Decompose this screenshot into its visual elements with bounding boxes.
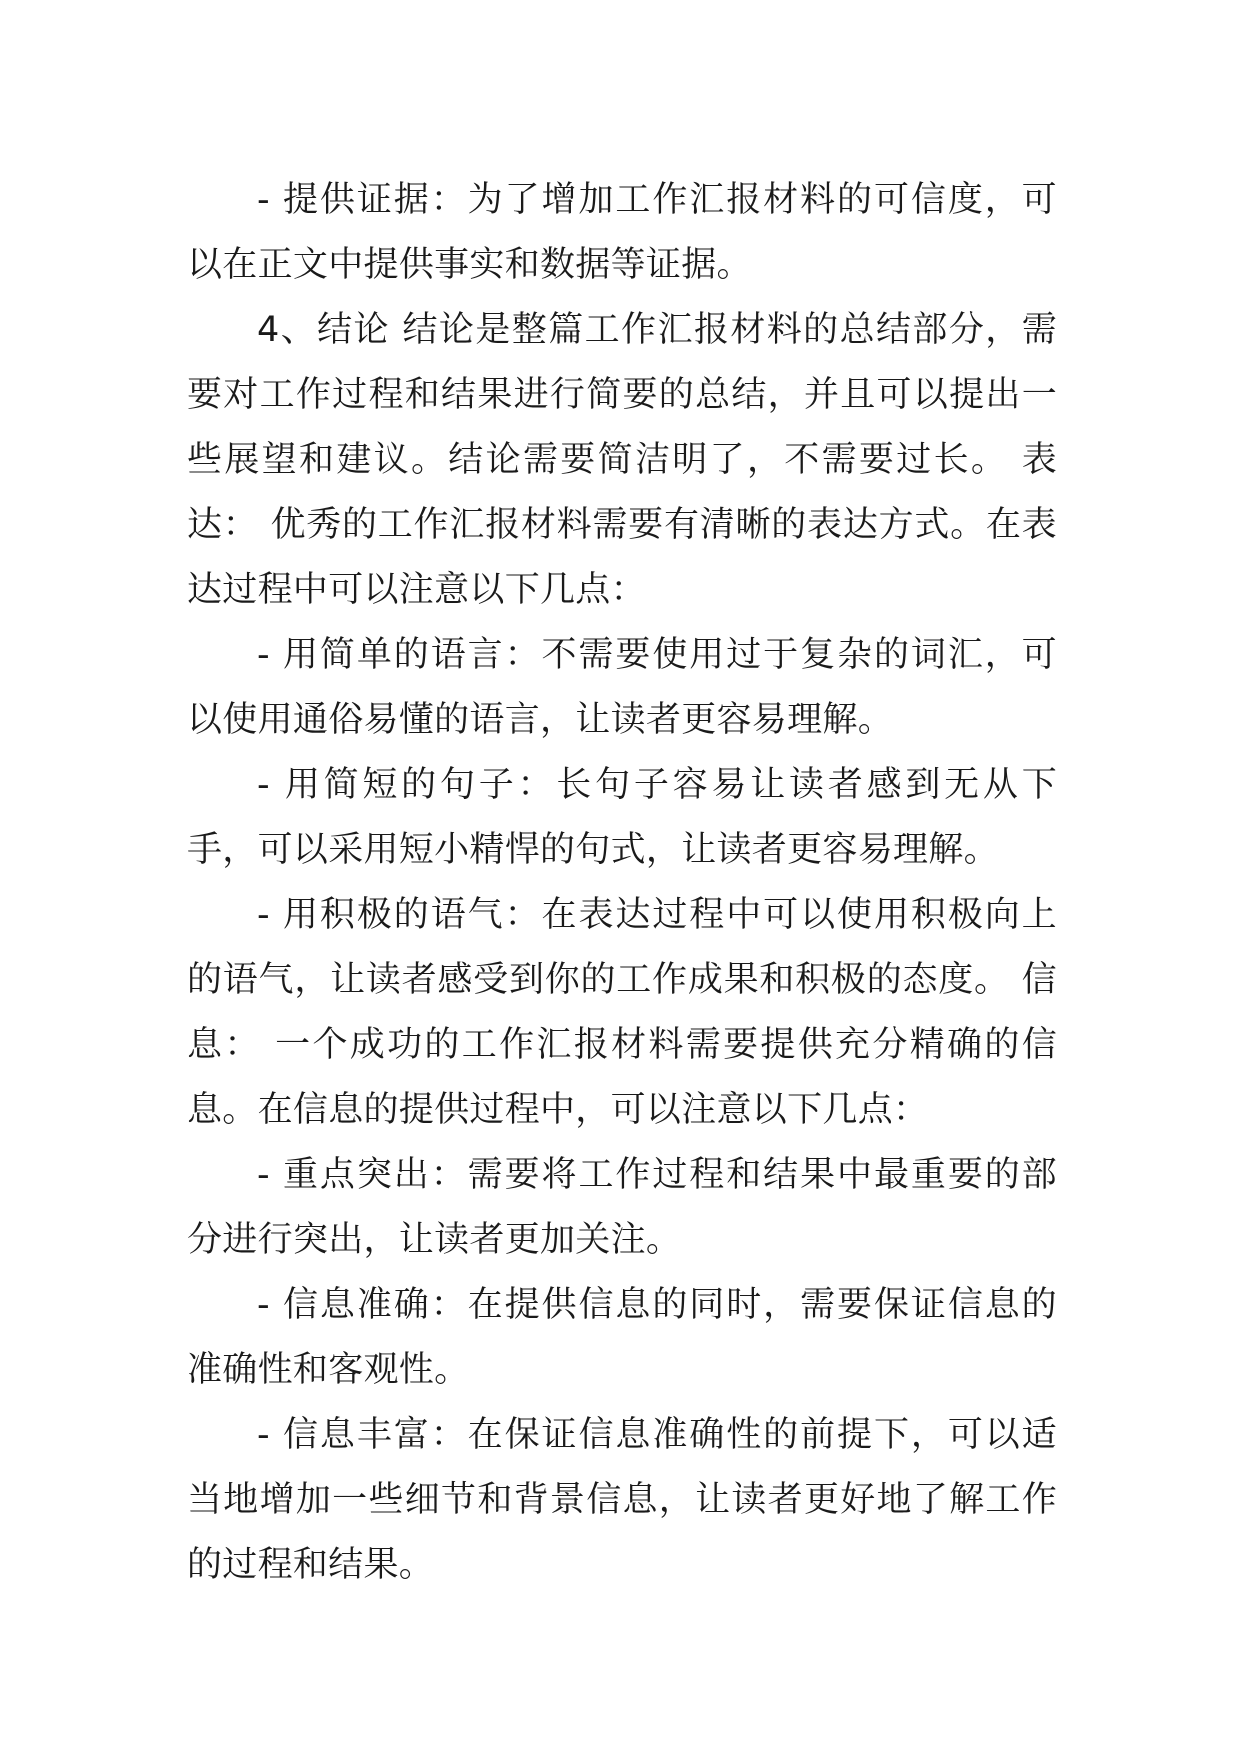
paragraph-positive-tone: - 用积极的语气：在表达过程中可以使用积极向上的语气，让读者感受到你的工作成果和积极的态度。 信息： 一个成功的工作汇报材料需要提供充分精确的信息。在信息的提供过程中，可以注意以下几点： — [187, 895, 1057, 1130]
paragraph-conclusion: 4、结论 结论是整篇工作汇报材料的总结部分，需要对工作过程和结果进行简要的总结，并且可以提出一些展望和建议。结论需要简洁明了，不需要过长。 表达： 优秀的工作汇报材料需要有清晰的表达方式。在表达过程中可以注意以下几点： — [187, 310, 1057, 610]
paragraph-provide-evidence: - 提供证据：为了增加工作汇报材料的可信度，可以在正文中提供事实和数据等证据。 — [187, 180, 1057, 285]
paragraph-short-sentences: - 用简短的句子：长句子容易让读者感到无从下手，可以采用短小精悍的句式，让读者更容易理解。 — [187, 765, 1057, 870]
paragraph-highlight-key-points: - 重点突出：需要将工作过程和结果中最重要的部分进行突出，让读者更加关注。 — [187, 1155, 1057, 1260]
document-body — [187, 168, 1057, 1598]
paragraph-rich-info: - 信息丰富：在保证信息准确性的前提下，可以适当地增加一些细节和背景信息，让读者更好地了解工作的过程和结果。 — [187, 1415, 1057, 1585]
paragraph-simple-language: - 用简单的语言：不需要使用过于复杂的词汇，可以使用通俗易懂的语言，让读者更容易理解。 — [187, 635, 1057, 740]
paragraph-accurate-info: - 信息准确：在提供信息的同时，需要保证信息的准确性和客观性。 — [187, 1285, 1057, 1390]
